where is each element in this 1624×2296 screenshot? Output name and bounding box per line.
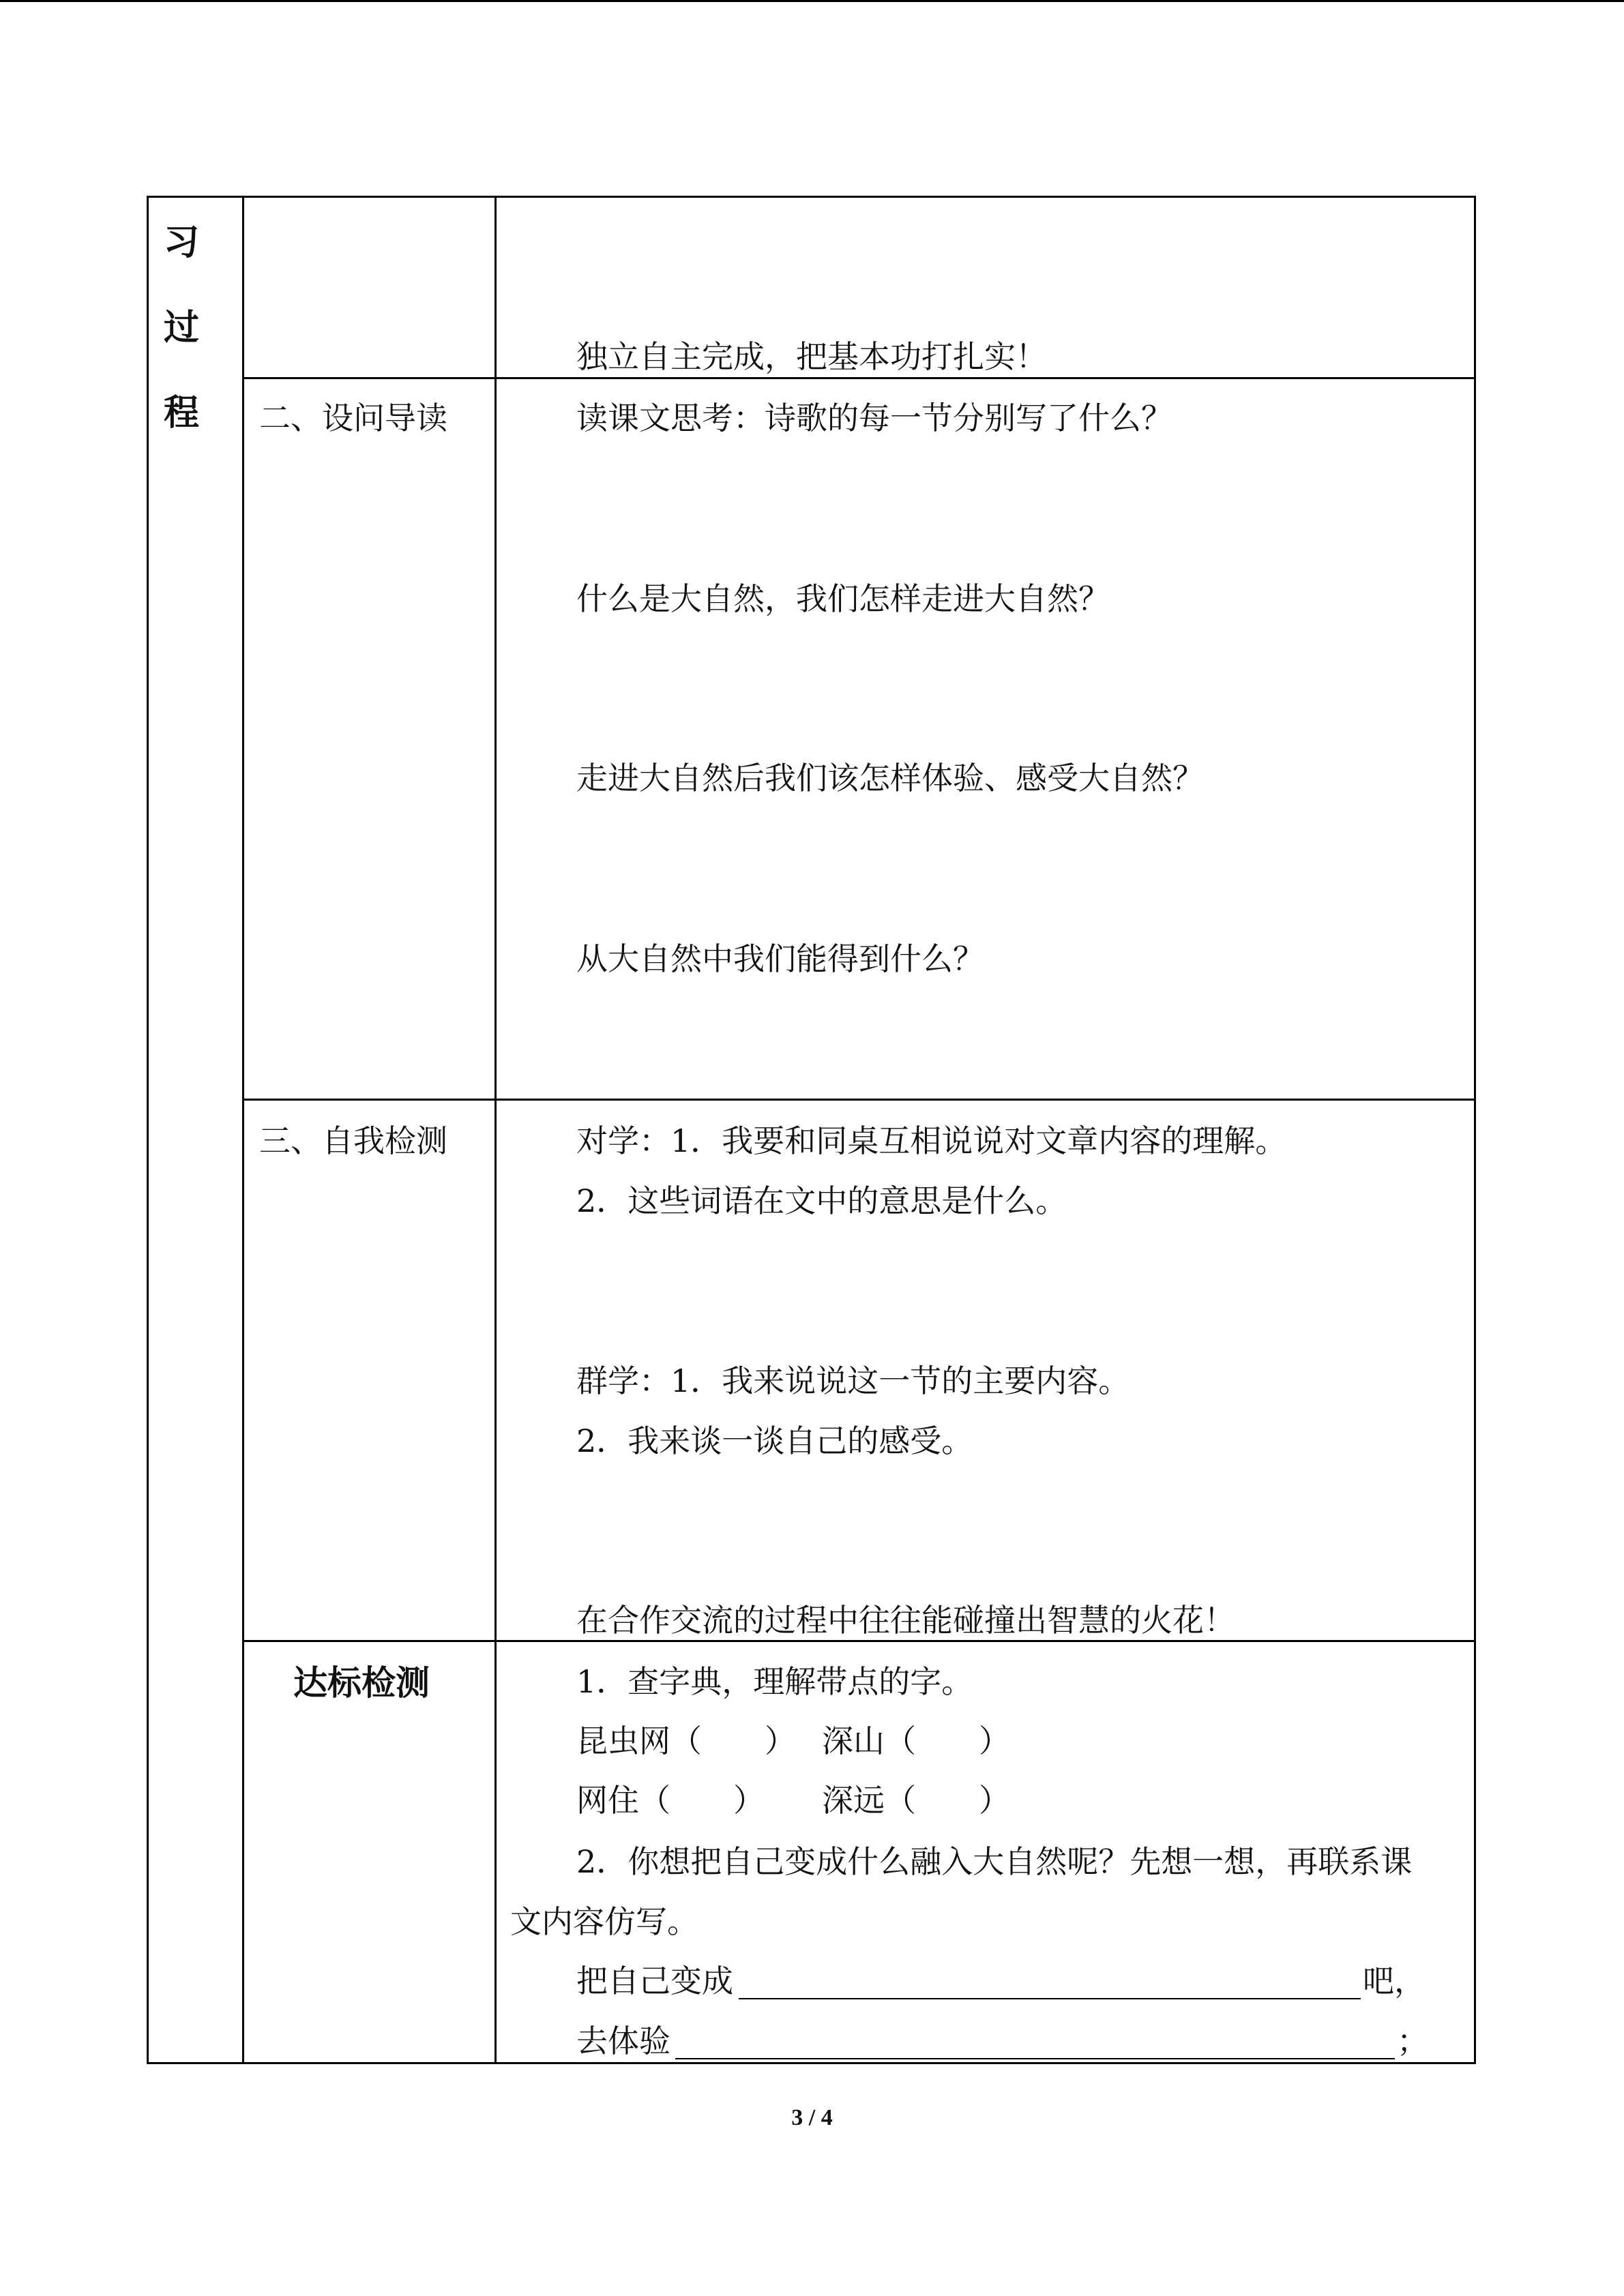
fill-blank-2[interactable] — [675, 2058, 1395, 2059]
row1-note: 独立自主完成，把基本功打扎实！ — [576, 338, 1047, 375]
row4-label: 达标检测 — [293, 1663, 430, 1703]
row4-line-2b: 文内容仿写。 — [510, 1903, 698, 1940]
row3-line-4: 2．我来谈一谈自己的感受。 — [576, 1422, 973, 1459]
row4-line-1: 1．查字典，理解带点的字。 — [576, 1663, 973, 1700]
row2-question-4: 从大自然中我们能得到什么？ — [576, 940, 984, 977]
word-item-3: 网住（ ） — [576, 1782, 765, 1819]
row3-line-1: 对学：1．我要和同桌互相说说对文章内容的理解。 — [576, 1122, 1287, 1159]
row-divider-3 — [242, 1640, 1476, 1642]
fill-blank-1[interactable] — [739, 1998, 1361, 1999]
side-label-char-3: 程 — [164, 393, 200, 434]
row2-label: 二、设问导读 — [259, 400, 447, 436]
row2-question-1: 读课文思考：诗歌的每一节分别写了什么？ — [576, 400, 1172, 436]
side-label-char-2: 过 — [164, 308, 200, 348]
row4-line-4-suffix: ； — [1397, 2023, 1428, 2059]
row2-question-3: 走进大自然后我们该怎样体验、感受大自然？ — [576, 760, 1204, 796]
row-divider-1 — [242, 377, 1476, 379]
side-label-char-1: 习 — [164, 222, 200, 263]
column-divider-2 — [494, 196, 497, 2064]
row4-line-4-prefix: 去体验 — [576, 2023, 670, 2059]
top-border-line — [0, 0, 1624, 2]
row2-question-2: 什么是大自然，我们怎样走进大自然？ — [576, 580, 1110, 617]
row3-line-5: 在合作交流的过程中往往能碰撞出智慧的火花！ — [576, 1602, 1235, 1639]
row-divider-2 — [242, 1099, 1476, 1101]
row4-line-3-prefix: 把自己变成 — [576, 1963, 733, 1999]
word-item-1: 昆虫网（ ） — [576, 1723, 796, 1759]
page-number: 3 / 4 — [791, 2105, 833, 2130]
word-item-2: 深山（ ） — [822, 1723, 1010, 1759]
word-item-4: 深远（ ） — [822, 1782, 1010, 1819]
row3-line-2: 2．这些词语在文中的意思是什么。 — [576, 1182, 1067, 1219]
row4-line-2a: 2．你想把自己变成什么融入大自然呢？先想一想，再联系课 — [576, 1843, 1413, 1880]
row4-line-3-suffix: 吧， — [1363, 1963, 1426, 1999]
column-divider-1 — [242, 196, 244, 2064]
row3-line-3: 群学：1．我来说说这一节的主要内容。 — [576, 1362, 1130, 1399]
row3-label: 三、自我检测 — [259, 1122, 447, 1159]
